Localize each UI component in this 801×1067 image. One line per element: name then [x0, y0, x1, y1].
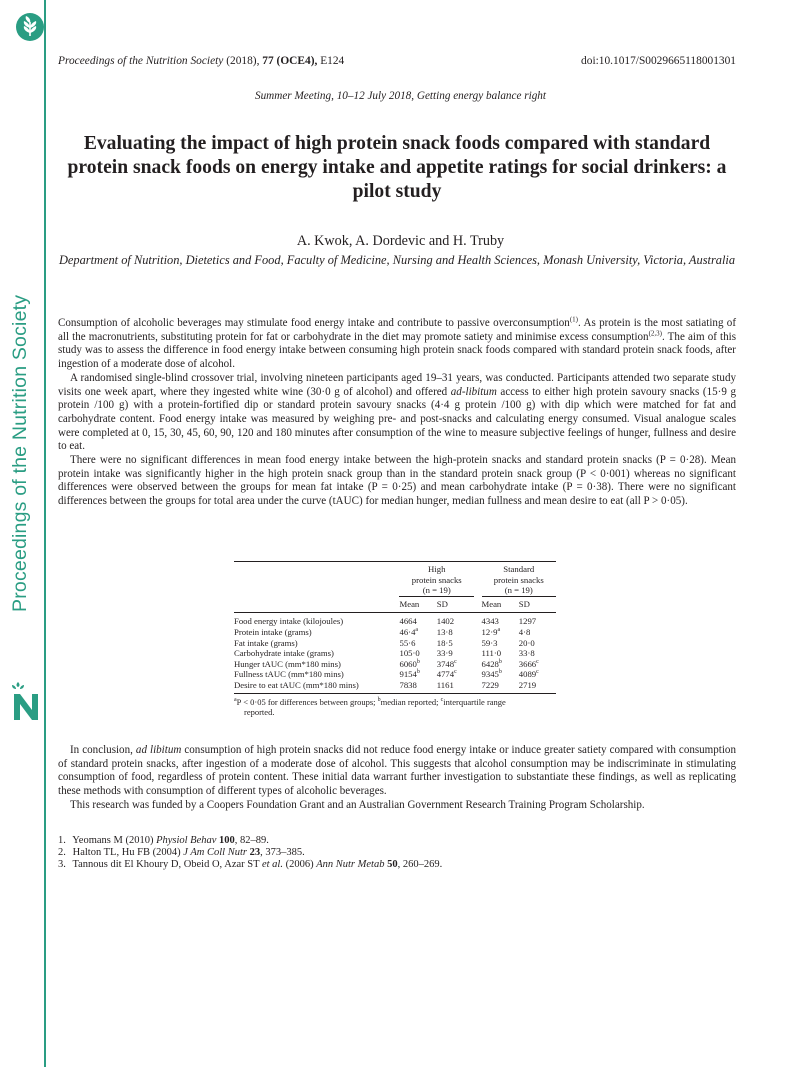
footnote-text: median reported; [380, 696, 441, 707]
table-cell [482, 613, 519, 627]
cell-value: 3748 [436, 658, 455, 669]
table-cell [399, 613, 436, 627]
cell-value: 18·5 [436, 637, 453, 648]
table-cell [399, 648, 436, 659]
cell-value: 4774 [436, 669, 455, 680]
sidebar-journal-title: Proceedings of the Nutrition Society [9, 294, 31, 612]
reference-authors: Yeomans M (2010) [72, 835, 157, 846]
cell-value: 3666 [518, 658, 537, 669]
text-span: A randomised single-blind crossover trial, involving nineteen participants aged 19–31 years, was conducted. Participants attended two separate study visits one week apart, where they ingested white wine (30·0 g of alcohol) and offered [58, 371, 736, 398]
abstract-paragraph [58, 372, 736, 454]
row-label: Desire to eat tAUC (mm*180 mins) [234, 679, 359, 690]
reference-volume: 100 [219, 835, 235, 846]
table-cell [482, 659, 519, 670]
abstract-paragraph [58, 317, 736, 372]
reference-number: 3. [58, 858, 66, 870]
reference-number: 1. [58, 835, 66, 846]
row-label: Fullness tAUC (mm*180 mins) [234, 669, 344, 680]
table-cell [482, 638, 519, 649]
reference-pages: , 373–385. [260, 846, 305, 858]
table-cell [482, 669, 519, 680]
col-header: Mean [482, 596, 519, 613]
row-label: Protein intake (grams) [234, 626, 312, 637]
sidebar-rule [44, 0, 46, 1067]
meeting-line: Summer Meeting, 10–12 July 2018, Getting energy balance right [254, 90, 547, 102]
cell-value: 12·9 [481, 626, 498, 637]
text-italic: ad-libitum [450, 385, 497, 398]
col-header: SD [437, 596, 474, 613]
col-header: Mean [399, 596, 436, 613]
cell-footnote-marker: b [416, 669, 420, 676]
cell-value: 111·0 [481, 648, 502, 659]
cell-value: 55·6 [399, 637, 416, 648]
ns-monogram-icon [10, 680, 42, 722]
reference-list [58, 835, 442, 870]
abstract-paragraph [58, 744, 736, 799]
table-cell [482, 680, 519, 693]
citation-marker: (2,3) [648, 329, 662, 338]
abstract-body [58, 317, 736, 509]
journal-citation [58, 55, 344, 67]
funding-statement: This research was funded by a Coopers Foundation Grant and an Australian Government Research Training Program Scholarship. [70, 798, 645, 811]
cell-value: 6060 [399, 658, 417, 669]
text-span: Consumption of alcoholic beverages may stimulate food energy intake and contribute to passive overconsumption [58, 317, 570, 329]
cell-value: 13·8 [436, 626, 453, 637]
table-cell [519, 648, 556, 659]
cell-value: 46·4 [399, 626, 416, 637]
text-span: consumption of high protein snacks did not reduce food energy intake or induce greater satiety compared with consumption of standard protein snacks, after ingestion of a moderate dose of alcohol. This suggests that alcohol consumption may be indiscriminate in stimulating consumption of food, regardless of protein content. These initial data warrant further investigation to substantiate these findings, as well as replicating these methods with consumption of different types of alcoholic beverages. [58, 744, 736, 798]
table-cell [519, 659, 556, 670]
footnote-marker: a [234, 696, 237, 703]
reference-journal: J Am Coll Nutr [183, 846, 247, 858]
row-label: Hunger tAUC (mm*180 mins) [234, 658, 341, 669]
col-header: SD [519, 596, 556, 613]
cell-footnote-marker: a [415, 627, 419, 634]
table-row [234, 613, 556, 627]
footnote-text: reported. [244, 707, 275, 718]
cell-value: 1402 [436, 616, 455, 627]
reference-journal: Ann Nutr Metab [316, 858, 385, 870]
text-span: access to either high protein savoury snacks (15·9 g protein /100 g) with a protein-fortified dip or standard protein savoury snacks (4·4 g protein /100 g) with dip which were matched for fat and carbohydrate content. Food energy intake was measured by weighing pre- and post-snacks and calculating energy consumed. Visual analogue scales were completed at 0, 15, 30, 45, 60, 90, 120 and 180 minutes after consumption of the wine to measure subjective feelings of hunger, fullness and desire to eat. [58, 385, 736, 453]
results-table [234, 561, 556, 718]
footnote-text: interquartile range [443, 696, 506, 707]
text-italic: ad libitum [135, 744, 182, 756]
table-cell [437, 648, 474, 659]
table-cell [437, 613, 474, 627]
reference-authors: Halton TL, Hu FB (2004) [72, 846, 184, 858]
journal-volume: 77 (OCE4), [262, 55, 318, 67]
table-cell [519, 627, 556, 638]
article-title: Evaluating the impact of high protein snack foods compared with standard protein snack foods on energy intake and appetite ratings for social drinkers: a pilot study [67, 133, 727, 202]
cell-value: 4664 [399, 616, 417, 627]
cell-footnote-marker: c [536, 658, 539, 665]
reference-volume: 23 [249, 846, 261, 858]
table-cell [437, 680, 474, 693]
table-cell [482, 627, 519, 638]
doi[interactable]: doi:10.1017/S0029665118001301 [581, 55, 736, 67]
group-header-line: (n = 19) [422, 585, 451, 596]
cell-value: 105·0 [399, 648, 420, 659]
table-cell [437, 627, 474, 638]
table-row [234, 680, 556, 693]
abstract-paragraph: There were no significant differences in mean food energy intake between the high-protein snacks and standard protein snacks (P = 0·28). Mean protein intake was significantly higher in the high protein snack group than in the standard protein snack group (P < 0·001) whereas no significant differences were observed between the groups for mean fat intake (P = 0·25) and mean carbohydrate intake (P = 0·38). There were no significant differences between the groups for total area under the curve (tAUC) for median hunger, median fullness and mean desire to eat (all P > 0·05). [58, 454, 736, 508]
group-header-line: (n = 19) [504, 585, 533, 596]
table-cell [399, 669, 436, 680]
cell-value: 9154 [399, 669, 417, 680]
text-span: . As protein is the most satiating of all the macronutrients, substituting protein for fat or carbohydrate in the diet may promote satiety and minimise excess consumption [58, 317, 736, 343]
table-row [234, 648, 556, 659]
group-header-line: Standard [503, 564, 535, 574]
reference-pages: , 260–269. [397, 858, 443, 870]
table-cell [399, 659, 436, 670]
reference-journal: Physiol Behav [156, 835, 217, 846]
cell-footnote-marker: c [536, 669, 539, 676]
group-header-line: protein snacks [493, 574, 544, 585]
row-label: Food energy intake (kilojoules) [234, 616, 344, 627]
cell-value: 1297 [518, 616, 537, 627]
cell-value: 7229 [481, 679, 499, 690]
cell-value: 7838 [399, 679, 417, 690]
cell-footnote-marker: a [497, 627, 501, 634]
table-cell [399, 680, 436, 693]
journal-name: Proceedings of the Nutrition Society [58, 55, 224, 67]
reference-etal: et al. [261, 858, 283, 870]
conclusion-body [58, 744, 736, 813]
row-label: Fat intake (grams) [234, 637, 298, 648]
table-cell [399, 638, 436, 649]
reference-item [58, 847, 442, 859]
table-cell [399, 627, 436, 638]
table-cell [482, 648, 519, 659]
group-header-line: protein snacks [411, 574, 462, 585]
footnote-marker: c [440, 696, 444, 703]
reference-number: 2. [58, 846, 66, 858]
reference-item [58, 859, 442, 871]
authors: A. Kwok, A. Dordevic and H. Truby [296, 233, 505, 249]
table-cell [437, 659, 474, 670]
reference-pages: , 82–89. [234, 835, 269, 846]
table-cell [519, 680, 556, 693]
cell-footnote-marker: c [454, 658, 457, 665]
cell-value: 4·8 [518, 626, 531, 637]
text-span: In conclusion, [70, 744, 136, 756]
cell-value: 4343 [481, 616, 499, 627]
footnote-text: P < 0·05 for differences between groups; [236, 696, 378, 707]
cell-value: 6428 [481, 658, 499, 669]
reference-year: (2006) [282, 858, 317, 870]
cell-footnote-marker: b [416, 658, 420, 665]
cell-value: 59·3 [481, 637, 498, 648]
journal-year: (2018), [226, 55, 260, 67]
table-cell [519, 638, 556, 649]
row-label: Carbohydrate intake (grams) [234, 648, 334, 659]
leaf-logo-icon [16, 13, 44, 41]
article-number: E124 [320, 55, 345, 67]
cell-value: 2719 [518, 679, 537, 690]
reference-authors: Tannous dit El Khoury D, Obeid O, Azar ST [72, 858, 262, 870]
cell-footnote-marker: c [454, 669, 457, 676]
group-header-line: High [428, 564, 446, 574]
text-span: . The aim of this study was to assess the difference in food energy intake between consuming high protein snack foods compared with standard protein snack foods, after ingestion of a moderate dose of alcohol. [58, 330, 736, 371]
table-cell [437, 638, 474, 649]
group-header-standard [482, 562, 557, 597]
table-row [234, 627, 556, 638]
affiliation: Department of Nutrition, Dietetics and Food, Faculty of Medicine, Nursing and Health Sciences, Monash University, Victoria, Australia [58, 253, 736, 267]
cell-value: 20·0 [518, 637, 535, 648]
table-row [234, 638, 556, 649]
cell-value: 33·8 [518, 648, 535, 659]
citation-marker: (1) [569, 315, 578, 324]
footnote-marker: b [377, 696, 381, 703]
table-row [234, 669, 556, 680]
table-cell [519, 613, 556, 627]
table-cell [437, 669, 474, 680]
reference-volume: 50 [387, 858, 398, 870]
cell-value: 9345 [481, 669, 499, 680]
cell-footnote-marker: b [498, 658, 502, 665]
group-header-high [399, 562, 473, 597]
table-corner [234, 562, 399, 597]
cell-value: 33·9 [436, 648, 453, 659]
cell-value: 4089 [518, 669, 537, 680]
cell-footnote-marker: b [498, 669, 502, 676]
cell-value: 1161 [436, 679, 454, 690]
reference-item [58, 835, 442, 847]
table-row [234, 659, 556, 670]
table-cell [519, 669, 556, 680]
table-footnote [234, 697, 556, 718]
